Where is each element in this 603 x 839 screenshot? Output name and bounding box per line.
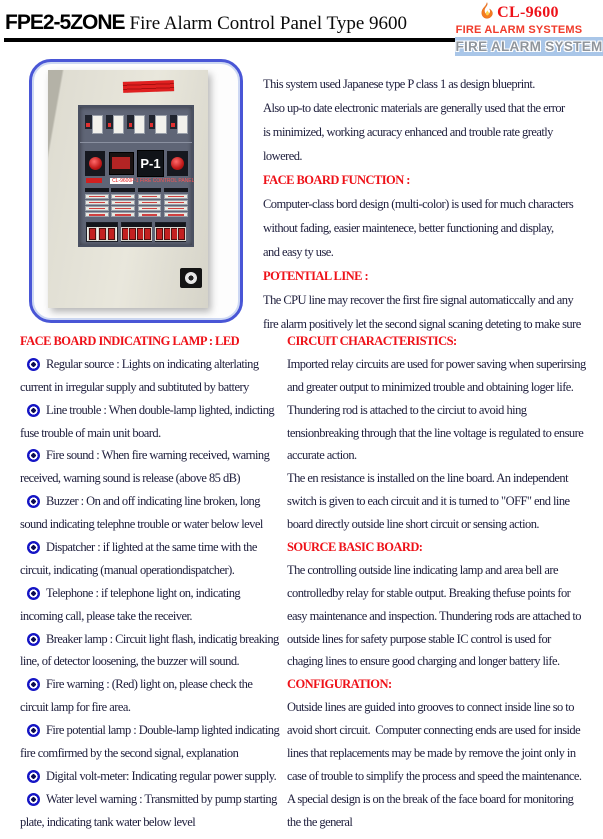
lamp-item-first-line bbox=[20, 788, 286, 811]
red-button-icon bbox=[171, 157, 184, 170]
panel-cabinet bbox=[48, 70, 208, 308]
lamp-item bbox=[20, 765, 286, 788]
lamp-item-first-line bbox=[20, 490, 286, 513]
switch-row bbox=[122, 227, 151, 240]
lamp-item-first-line bbox=[20, 673, 286, 696]
zone-indicator bbox=[85, 115, 103, 134]
led-bullet-icon bbox=[27, 770, 40, 783]
zone-led-chip bbox=[85, 115, 92, 129]
text-line: lowered. bbox=[263, 149, 302, 163]
left-column bbox=[20, 330, 286, 834]
text-line: and easy ty use. bbox=[263, 245, 334, 259]
red-display bbox=[109, 152, 134, 175]
text-line: easy maintenance and inspection. Thundering rods are attached to bbox=[287, 608, 581, 623]
lamp-item-continuation: received, warning sound is release (above 85 dB) bbox=[20, 471, 241, 486]
text-line: SOURCE BASIC BOARD: bbox=[287, 540, 423, 555]
lamp-item bbox=[20, 353, 286, 399]
indicator-lamp bbox=[138, 212, 162, 217]
indicator-column-header bbox=[138, 188, 162, 192]
lamp-item-text: Fire sound : When fire warning received, warning bbox=[46, 448, 270, 463]
zone-led-icon bbox=[108, 123, 111, 127]
key-switch bbox=[180, 268, 202, 288]
zone-indicator bbox=[106, 115, 124, 134]
p1-display-text: P-1 bbox=[140, 155, 161, 171]
zone-led-icon bbox=[86, 123, 89, 127]
text-line: Computer-class bord design (multi-color) is used for much characters bbox=[263, 197, 574, 211]
zone-led-icon bbox=[171, 123, 174, 127]
lamp-item bbox=[20, 490, 286, 536]
lamp-item-text: Breaker lamp : Circuit light flash, indicatig breaking bbox=[46, 631, 279, 646]
toggle-switch-icon bbox=[108, 228, 115, 240]
zone-window bbox=[134, 115, 145, 134]
logo-subtitle: FIRE ALARM SYSTEMS bbox=[455, 23, 583, 36]
lamp-item-text: Line trouble : When double-lamp lighted, indicting bbox=[46, 402, 275, 417]
toggle-switch-icon bbox=[89, 228, 96, 240]
text-line: Imported relay circuits are used for power saving when superirsing bbox=[287, 356, 586, 371]
led-bullet-icon bbox=[27, 587, 40, 600]
switch-section bbox=[85, 222, 188, 241]
text-line: The en resistance is installed on the line board. An independent bbox=[287, 471, 569, 486]
indicator-lamp bbox=[164, 206, 188, 211]
text-line: case of trouble to simplify the process and speed the maintenance. bbox=[287, 768, 582, 783]
lamp-item-text: Fire potential lamp : Double-lamp lighted indicating bbox=[46, 723, 280, 738]
lamp-item-text: Regular source : Lights on indicating alterlating bbox=[46, 356, 259, 371]
lamp-item-continuation: incoming call, please take the receiver. bbox=[20, 608, 193, 623]
switch-group bbox=[155, 222, 186, 241]
lamp-item bbox=[20, 399, 286, 445]
switch-row bbox=[156, 227, 185, 240]
lamp-item-text: Telephone : if telephone light on, indicating bbox=[46, 585, 241, 600]
text-line: board directly outside line short circuit or sensing action. bbox=[287, 517, 539, 532]
toggle-switch-icon bbox=[99, 228, 106, 240]
lamp-item bbox=[20, 582, 286, 628]
panel-face bbox=[78, 105, 194, 247]
text-line: tensionbreaking through that the line voltage is regulated to ensure bbox=[287, 425, 584, 440]
zone-window bbox=[92, 115, 103, 134]
toggle-switch-icon bbox=[129, 228, 136, 240]
section-banner: FIRE ALARM SYSTEM bbox=[455, 39, 603, 54]
text-line: avoid short circuit. Computer connecting ends are used for inside bbox=[287, 723, 581, 738]
lamp-item-continuation: circuit, indicating (manual operationdispatcher). bbox=[20, 562, 235, 577]
led-bullet-icon bbox=[27, 495, 40, 508]
switch-group bbox=[86, 222, 117, 241]
indicator-lamp bbox=[85, 206, 109, 211]
indicator-lamp bbox=[138, 194, 162, 199]
switch-row bbox=[87, 227, 116, 240]
lamp-item-continuation: fire comfirmed by the second signal, explanation bbox=[20, 746, 239, 761]
zone-window bbox=[113, 115, 124, 134]
logo-model-row bbox=[451, 2, 587, 24]
toggle-switch-icon bbox=[137, 228, 144, 240]
zone-indicator bbox=[127, 115, 145, 134]
switch-group bbox=[121, 222, 152, 241]
text-line: is minimized, working acuracy enhanced and trouble rate greatly bbox=[263, 125, 553, 139]
lamp-item-first-line bbox=[20, 719, 286, 742]
zone-window bbox=[155, 115, 166, 134]
lamp-item-text: Water level warning : Transmitted by pump starting bbox=[46, 791, 277, 806]
zone-module-row bbox=[85, 115, 188, 134]
indicator-lamp bbox=[164, 194, 188, 199]
toggle-switch-icon bbox=[164, 228, 171, 240]
lamp-item-first-line bbox=[20, 353, 286, 376]
lamp-item-text: Digital volt-meter: Indicating regular power supply. bbox=[46, 768, 277, 783]
right-column bbox=[287, 330, 599, 834]
indicator-lamp bbox=[111, 206, 135, 211]
led-bullet-icon bbox=[27, 678, 40, 691]
lamp-item-continuation: line, of detector loosening, the buzzer will sound. bbox=[20, 654, 240, 669]
zone-window bbox=[177, 115, 188, 134]
text-line: the the general bbox=[287, 814, 353, 829]
toggle-switch-icon bbox=[144, 228, 151, 240]
warning-label bbox=[123, 80, 175, 93]
alarm-button-module bbox=[85, 151, 106, 176]
zone-led-chip bbox=[149, 115, 156, 129]
lamp-item-first-line bbox=[20, 628, 286, 651]
lamp-item-first-line bbox=[20, 765, 286, 788]
lamp-item-continuation: sound indicating telephne trouble or water below level bbox=[20, 517, 263, 532]
section-heading-lamps: FACE BOARD INDICATING LAMP : LED bbox=[20, 334, 240, 348]
toggle-switch-icon bbox=[122, 228, 129, 240]
zone-led-chip bbox=[127, 115, 134, 129]
lamp-item-continuation: fuse trouble of main unit board. bbox=[20, 425, 161, 440]
lamp-item-text: Fire warning : (Red) light on, please check the bbox=[46, 677, 253, 692]
display-caption: P-1 FIRE CONTROL PANEL bbox=[130, 178, 195, 185]
lamp-item bbox=[20, 673, 286, 719]
lamp-item-first-line bbox=[20, 536, 286, 559]
indicator-column bbox=[111, 188, 135, 218]
indicator-lamp bbox=[164, 200, 188, 205]
red-label-strip bbox=[86, 178, 102, 183]
indicator-column-header bbox=[111, 188, 135, 192]
indicator-lamp bbox=[85, 194, 109, 199]
text-line: Also up-to date electronic materials are generally used that the error bbox=[263, 101, 565, 115]
intro-text bbox=[263, 72, 601, 336]
text-line: CIRCUIT CHARACTERISTICS: bbox=[287, 334, 457, 348]
flame-icon bbox=[479, 2, 495, 24]
led-bullet-icon bbox=[27, 724, 40, 737]
p1-display bbox=[137, 150, 164, 177]
lamp-item-first-line bbox=[20, 444, 286, 467]
text-line: fire alarm positively let the second signal scaning deteting to make sure bbox=[263, 317, 581, 331]
text-line: POTENTIAL LINE : bbox=[263, 269, 369, 283]
lamp-item-text: Dispatcher : if lighted at the same time with the bbox=[46, 540, 257, 555]
indicator-column-header bbox=[164, 188, 188, 192]
led-bullet-icon bbox=[27, 541, 40, 554]
brand-logo bbox=[451, 2, 587, 36]
page-header bbox=[5, 11, 407, 35]
panel-photo bbox=[29, 59, 243, 323]
led-bullet-icon bbox=[27, 793, 40, 806]
led-bullet-icon bbox=[27, 404, 40, 417]
text-line: switch is given to each circuit and it is turned to "OFF" end line bbox=[287, 494, 570, 509]
text-line: Thundering rod is attached to the circiut to avoid hing bbox=[287, 402, 527, 417]
indicator-lamp bbox=[164, 212, 188, 217]
zone-led-icon bbox=[150, 123, 153, 127]
led-bullet-icon bbox=[27, 633, 40, 646]
zone-led-chip bbox=[106, 115, 113, 129]
text-line: The controlling outside line indicating lamp and area bell are bbox=[287, 562, 559, 577]
indicator-lamp bbox=[111, 200, 135, 205]
text-line: outside lines for safety purpose stable IC control is used for bbox=[287, 631, 551, 646]
lamp-item bbox=[20, 719, 286, 765]
lamp-item-continuation: plate, indicating tank water below level bbox=[20, 814, 196, 829]
text-line: This system used Japanese type P class 1 as design blueprint. bbox=[263, 77, 535, 91]
lamp-item-text: Buzzer : On and off indicating line broken, long bbox=[46, 494, 260, 509]
toggle-switch-icon bbox=[171, 228, 178, 240]
zone-indicator bbox=[149, 115, 167, 134]
red-button-icon bbox=[89, 157, 102, 170]
product-code: FPE2-5ZONE bbox=[5, 11, 125, 34]
lamp-item-continuation: current in irregular supply and subtituted by battery bbox=[20, 379, 249, 394]
text-line: FACE BOARD FUNCTION : bbox=[263, 173, 410, 187]
lamp-item-first-line bbox=[20, 399, 286, 422]
led-bullet-icon bbox=[27, 358, 40, 371]
text-line: chaging lines to ensure good charging and longer battery life. bbox=[287, 654, 560, 669]
indicator-column bbox=[85, 188, 109, 218]
text-line: lines that replacements may be made by remove the joint only in bbox=[287, 746, 576, 761]
lamp-item bbox=[20, 444, 286, 490]
model-strip: CL-9600 bbox=[112, 178, 132, 185]
lamp-item-first-line bbox=[20, 582, 286, 605]
text-line: A special design is on the break of the face board for monitoring bbox=[287, 791, 574, 806]
indicator-lamp bbox=[111, 194, 135, 199]
indicator-lamp bbox=[138, 200, 162, 205]
lamp-item bbox=[20, 628, 286, 674]
indicator-lamp bbox=[85, 212, 109, 217]
text-line: CONFIGURATION: bbox=[287, 677, 392, 692]
zone-led-icon bbox=[129, 123, 132, 127]
page-title: Fire Alarm Control Panel Type 9600 bbox=[129, 13, 408, 34]
lamp-item-continuation: circuit lamp for fire area. bbox=[20, 700, 131, 715]
logo-model: CL-9600 bbox=[497, 3, 559, 21]
text-line: controlledby relay for stable output. Breaking thefuse points for bbox=[287, 585, 571, 600]
text-line: The CPU line may recover the first fire signal automaticcally and any bbox=[263, 293, 574, 307]
divider-rule bbox=[4, 38, 456, 42]
zone-indicator bbox=[170, 115, 188, 134]
lamp-list bbox=[20, 353, 286, 834]
indicator-lamp bbox=[138, 206, 162, 211]
text-line: accurate action. bbox=[287, 448, 357, 463]
indicator-column bbox=[138, 188, 162, 218]
indicator-column-header bbox=[85, 188, 109, 192]
indicator-lamp bbox=[111, 212, 135, 217]
control-row bbox=[85, 151, 188, 176]
lamp-item bbox=[20, 788, 286, 834]
indicator-grid bbox=[85, 188, 188, 218]
toggle-switch-icon bbox=[178, 228, 185, 240]
toggle-switch-icon bbox=[156, 228, 163, 240]
led-bullet-icon bbox=[27, 449, 40, 462]
text-line: and greater output to minimized trouble and obtaining loger life. bbox=[287, 379, 574, 394]
lamp-item bbox=[20, 536, 286, 582]
zone-led-chip bbox=[170, 115, 177, 129]
text-line: without fading, easier maintenece, better functioning and display, bbox=[263, 221, 554, 235]
indicator-lamp bbox=[85, 200, 109, 205]
text-line: Outside lines are guided into grooves to connect inside line so to bbox=[287, 700, 574, 715]
phone-jack-module bbox=[167, 151, 188, 176]
indicator-column bbox=[164, 188, 188, 218]
